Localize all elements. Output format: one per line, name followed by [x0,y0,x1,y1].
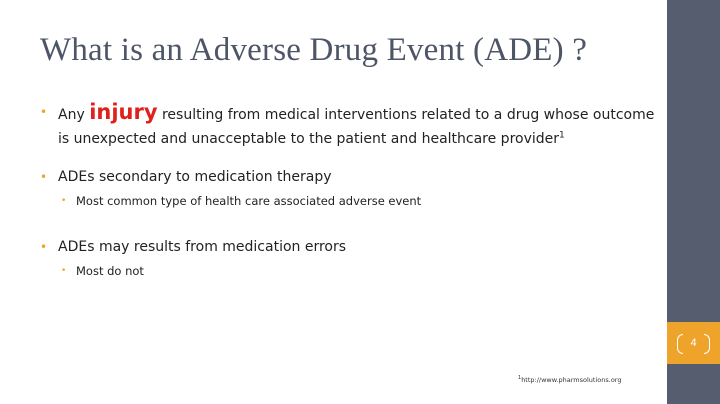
page-number: 4 [690,337,697,349]
slide-title: What is an Adverse Drug Event (ADE) ? [40,32,588,68]
spacer [40,211,655,235]
page-number-badge [667,322,720,364]
bullet-item-errors [40,235,655,259]
bullet-item-definition [40,100,655,151]
bullet-emphasis: injury [89,100,158,124]
right-bracket-icon [704,334,710,354]
bullet-text-pre: Any [58,107,90,123]
sub-bullet-icon: • [61,266,67,276]
bullet-icon: • [40,240,48,254]
bullet-text-post: resulting from medical interventions related to a drug whose outcome is unexpected and unacceptable to the patient and healthcare provider [58,107,655,147]
footnote-marker: 1 [518,374,522,381]
bullet-text: ADEs secondary to medication therapy [58,169,332,185]
sub-bullet-icon: • [61,196,67,206]
sub-bullet-item [40,261,655,281]
footnote [518,376,622,384]
sub-bullet-text: Most common type of health care associated adverse event [76,194,422,208]
bullet-icon: • [40,170,48,184]
spacer [40,151,655,165]
bullet-text: ADEs may results from medication errors [58,239,347,255]
footnote-url: http://www.pharmsolutions.org [521,376,622,384]
bullet-item-secondary [40,165,655,189]
sub-bullet-item [40,191,655,211]
bullet-list [40,100,655,281]
bullet-icon: • [40,105,48,119]
footnote-reference: 1 [559,130,565,141]
sub-bullet-text: Most do not [76,264,144,278]
